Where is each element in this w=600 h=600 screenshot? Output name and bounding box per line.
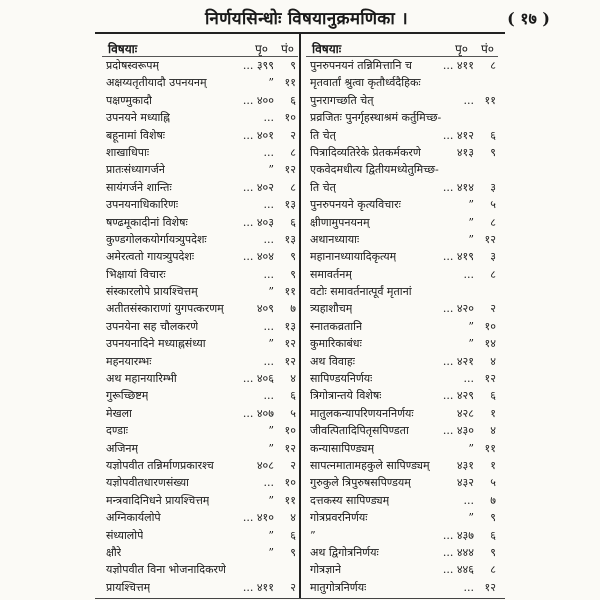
entry-page: ४१३ bbox=[456, 145, 474, 159]
entry-line: ९ bbox=[290, 267, 296, 281]
entry-page: ... bbox=[463, 493, 474, 507]
entry-page: ... bbox=[263, 111, 274, 125]
entry-line: १२ bbox=[284, 441, 296, 455]
entry-page: ... ४०७ bbox=[242, 406, 274, 420]
entry-line: १० bbox=[484, 319, 496, 333]
entry-page: ... bbox=[263, 198, 274, 212]
entry-page: ” bbox=[468, 198, 474, 212]
index-entry bbox=[102, 161, 298, 178]
index-entry bbox=[306, 57, 498, 74]
index-entry bbox=[102, 561, 298, 578]
index-entry bbox=[306, 422, 498, 439]
entry-page: ” bbox=[268, 441, 274, 455]
entry-line: ११ bbox=[284, 493, 296, 507]
entry-subject: पक्षण्मुकादौ bbox=[106, 93, 152, 107]
page-col-label: पृ० bbox=[454, 42, 468, 56]
entry-line: ९ bbox=[290, 250, 296, 264]
entry-page: ... ४२९ bbox=[442, 389, 474, 403]
index-entry bbox=[306, 370, 498, 387]
entry-page: ... ४०० bbox=[242, 93, 274, 107]
entry-subject: सापिण्डयनिर्णयः bbox=[310, 372, 373, 386]
index-entry bbox=[306, 92, 498, 109]
entry-page: ४२८ bbox=[456, 406, 474, 420]
line-col-label: पं० bbox=[280, 42, 294, 56]
index-entry bbox=[102, 248, 298, 265]
index-entry bbox=[306, 248, 498, 265]
entry-line: ४ bbox=[490, 354, 496, 368]
index-entry bbox=[102, 179, 298, 196]
entry-subject: महनयारम्भः bbox=[106, 354, 152, 368]
entry-line: १२ bbox=[284, 337, 296, 351]
entry-subject: संध्यालोपे bbox=[106, 528, 144, 542]
entry-page: ... bbox=[263, 389, 274, 403]
index-entry bbox=[102, 527, 298, 544]
entry-page: ... ४०३ bbox=[242, 215, 274, 229]
entry-line: ५ bbox=[290, 406, 296, 420]
entry-subject: उपनयनाधिकारिणः bbox=[106, 198, 179, 212]
entry-line: १३ bbox=[284, 232, 296, 246]
entry-subject: जीवत्पितादिपितृसपिण्डता bbox=[310, 424, 409, 438]
entry-subject: दत्तकस्य सापिण्ड्यम् bbox=[310, 493, 390, 507]
entry-line: ८ bbox=[290, 180, 296, 194]
index-entry bbox=[306, 231, 498, 248]
entry-subject: अतीतसंस्काराणां युगपत्करणम् bbox=[106, 302, 224, 316]
index-entry bbox=[102, 579, 298, 596]
index-entry bbox=[102, 318, 298, 335]
entry-line: २ bbox=[490, 302, 496, 316]
entry-subject: उपनयने मध्याह्नि bbox=[106, 111, 170, 125]
index-entry bbox=[102, 492, 298, 509]
entry-page: ... ४१२ bbox=[442, 128, 474, 142]
entry-line: ५ bbox=[490, 198, 496, 212]
entry-page: ... ४४६ bbox=[442, 563, 474, 577]
entry-page: ... ४२१ bbox=[442, 354, 474, 368]
entry-line: ६ bbox=[490, 389, 496, 403]
index-entry bbox=[306, 387, 498, 404]
left-column bbox=[102, 38, 298, 596]
index-entry bbox=[306, 335, 498, 352]
entry-subject: शाखाधिपाः bbox=[106, 145, 150, 159]
entry-subject: गोत्रज्ञाने bbox=[310, 563, 342, 577]
index-entry bbox=[102, 509, 298, 526]
entry-line: ६ bbox=[290, 389, 296, 403]
entry-page: ... ४३० bbox=[442, 424, 474, 438]
index-entry bbox=[306, 283, 498, 300]
index-entry bbox=[306, 544, 498, 561]
entry-page: ” bbox=[468, 215, 474, 229]
page-number: ( १७ ) bbox=[507, 9, 550, 28]
index-entry bbox=[102, 353, 298, 370]
right-entry-list bbox=[306, 57, 498, 596]
entry-subject: कन्यासापिण्ड्यम् bbox=[310, 441, 375, 455]
index-entry bbox=[102, 440, 298, 457]
index-entry bbox=[102, 74, 298, 91]
index-entry bbox=[102, 422, 298, 439]
index-entry bbox=[102, 544, 298, 561]
entry-subject: गोत्रप्रवरनिर्णयः bbox=[310, 511, 368, 525]
entry-line: ६ bbox=[490, 528, 496, 542]
entry-subject: मेखला bbox=[106, 406, 132, 420]
index-entry bbox=[306, 579, 498, 596]
entry-subject: महानानध्यायादिकृत्यम् bbox=[310, 250, 397, 264]
index-entry bbox=[102, 214, 298, 231]
entry-page: ... ४०२ bbox=[242, 180, 274, 194]
index-entry bbox=[306, 318, 498, 335]
entry-subject: क्षौरे bbox=[106, 545, 122, 559]
entry-subject: अजिनम् bbox=[106, 441, 139, 455]
entry-line: ३ bbox=[490, 250, 496, 264]
entry-subject: कुण्डगोलकयोर्गायत्र्युपदेशः bbox=[106, 232, 207, 246]
entry-subject: स्नातकव्रतानि bbox=[310, 319, 363, 333]
entry-subject: त्रिगोत्रान्तये विशेषः bbox=[310, 389, 382, 403]
entry-subject: दण्डाः bbox=[106, 424, 129, 438]
entry-line: १० bbox=[284, 424, 296, 438]
entry-subject: मृतवार्तां श्रुत्वा कृतौर्ध्वदैहिकः bbox=[310, 76, 421, 90]
entry-subject: षण्ढमूकादीनां विशेषः bbox=[106, 215, 188, 229]
entry-page: ” bbox=[268, 528, 274, 542]
index-entry bbox=[102, 196, 298, 213]
index-entry bbox=[306, 109, 498, 126]
index-entry bbox=[102, 92, 298, 109]
entry-subject: उपनयनादिने मध्याह्नसंध्या bbox=[106, 337, 206, 351]
entry-subject: पित्रादिव्यतिरेके प्रेतकर्मकरणे bbox=[310, 145, 421, 159]
entry-line: ४ bbox=[490, 424, 496, 438]
index-entry bbox=[306, 527, 498, 544]
entry-subject: अग्निकार्यलोपे bbox=[106, 511, 161, 525]
entry-page: ४३२ bbox=[456, 476, 474, 490]
entry-line: १ bbox=[490, 406, 496, 420]
entry-page: ” bbox=[468, 441, 474, 455]
entry-line: १ bbox=[490, 458, 496, 472]
entry-page: ” bbox=[268, 76, 274, 90]
index-entry bbox=[306, 179, 498, 196]
index-entry bbox=[102, 127, 298, 144]
entry-subject: प्रव्रजितः पुनर्गृहस्थाश्रमं कर्तुमिच्छ- bbox=[310, 111, 442, 125]
subject-label: विषयाः bbox=[108, 42, 138, 56]
index-entry bbox=[306, 353, 498, 370]
entry-page: ... ४०६ bbox=[242, 372, 274, 386]
entry-subject: यज्ञोपवीत विना भोजनादिकरणे bbox=[106, 563, 226, 577]
index-entry bbox=[102, 370, 298, 387]
index-entry bbox=[102, 109, 298, 126]
entry-page: ... bbox=[263, 354, 274, 368]
entry-page: ... ४१४ bbox=[442, 180, 474, 194]
entry-subject: अथ विवाहः bbox=[310, 354, 355, 368]
index-entry bbox=[306, 457, 498, 474]
entry-line: १२ bbox=[484, 580, 496, 594]
entry-page: ” bbox=[468, 232, 474, 246]
entry-subject: उपनयेना सह चौलकरणे bbox=[106, 319, 199, 333]
entry-line: १० bbox=[284, 476, 296, 490]
entry-page: ४३१ bbox=[456, 458, 474, 472]
entry-page: ... ४४४ bbox=[442, 545, 474, 559]
column-divider bbox=[299, 33, 301, 599]
index-entry bbox=[102, 144, 298, 161]
entry-line: ६ bbox=[490, 128, 496, 142]
index-entry bbox=[102, 474, 298, 491]
entry-line: ९ bbox=[490, 545, 496, 559]
entry-line: ४ bbox=[290, 372, 296, 386]
index-entry bbox=[306, 161, 498, 178]
entry-subject: अथानध्यायाः bbox=[310, 232, 360, 246]
entry-line: ८ bbox=[290, 145, 296, 159]
entry-line: ११ bbox=[284, 76, 296, 90]
entry-line: १२ bbox=[284, 163, 296, 177]
entry-line: ६ bbox=[290, 93, 296, 107]
entry-line: २ bbox=[290, 580, 296, 594]
entry-line: ८ bbox=[490, 563, 496, 577]
entry-page: ... ४०४ bbox=[242, 250, 274, 264]
entry-subject: वटोः समावर्तनात्पूर्वं मृतानां bbox=[310, 285, 412, 299]
right-column-header bbox=[306, 38, 498, 57]
entry-page: ... bbox=[263, 319, 274, 333]
page-title: निर्णयसिन्धोः विषयानुक्रमणिका । bbox=[205, 9, 409, 29]
entry-page: ... bbox=[263, 267, 274, 281]
entry-line: ११ bbox=[484, 441, 496, 455]
entry-page: ... bbox=[463, 93, 474, 107]
index-entry bbox=[102, 283, 298, 300]
entry-subject: अमेरत्वतो गायत्र्युपदेशः bbox=[106, 250, 195, 264]
entry-page: ” bbox=[468, 319, 474, 333]
line-col-label: पं० bbox=[480, 42, 494, 56]
entry-subject: गुरूच्छिष्टम् bbox=[106, 389, 149, 403]
entry-line: १२ bbox=[284, 354, 296, 368]
entry-page: ” bbox=[268, 424, 274, 438]
entry-line: ७ bbox=[290, 302, 296, 316]
entry-subject: मन्त्रवादिनिधने प्रायश्चित्तम् bbox=[106, 493, 210, 507]
entry-page: ” bbox=[268, 163, 274, 177]
entry-line: ११ bbox=[484, 93, 496, 107]
entry-line: ९ bbox=[290, 59, 296, 72]
left-entry-list bbox=[102, 57, 298, 596]
entry-page: ४०८ bbox=[256, 458, 274, 472]
index-entry bbox=[102, 335, 298, 352]
entry-subject: सापत्नमातामहकुले सापिण्ड्यम् bbox=[310, 458, 430, 472]
entry-page: ” bbox=[268, 493, 274, 507]
index-entry bbox=[102, 231, 298, 248]
entry-subject: ति चेत् bbox=[310, 180, 336, 194]
index-entry bbox=[102, 387, 298, 404]
index-entry bbox=[306, 474, 498, 491]
entry-subject: पुनरुपनयनं तन्निमित्तानि च bbox=[310, 59, 412, 72]
entry-line: ९ bbox=[490, 511, 496, 525]
entry-line: ८ bbox=[490, 267, 496, 281]
index-entry bbox=[306, 509, 498, 526]
entry-line: ४ bbox=[290, 511, 296, 525]
entry-subject: ” bbox=[310, 528, 316, 542]
entry-page: ... bbox=[463, 372, 474, 386]
entry-subject: पुनरागच्छति चेत् bbox=[310, 93, 374, 107]
entry-page: ... ४११ bbox=[442, 59, 474, 72]
entry-line: ८ bbox=[490, 59, 496, 72]
index-entry bbox=[306, 214, 498, 231]
entry-subject: मातुलकन्यापरिणयननिर्णयः bbox=[310, 406, 414, 420]
index-entry bbox=[102, 457, 298, 474]
entry-subject: बहूनामां विशेषः bbox=[106, 128, 166, 142]
entry-line: १३ bbox=[284, 198, 296, 212]
entry-page: ” bbox=[268, 285, 274, 299]
right-column bbox=[306, 38, 498, 596]
entry-subject: यज्ञोपवीत तन्निर्माणप्रकारश्च bbox=[106, 458, 214, 472]
entry-line: ८ bbox=[490, 215, 496, 229]
entry-subject: प्रातःसंध्यागर्जने bbox=[106, 163, 165, 177]
subject-label: विषयाः bbox=[312, 42, 342, 56]
entry-line: ११ bbox=[284, 285, 296, 299]
entry-line: ७ bbox=[490, 493, 496, 507]
page-col-label: पृ० bbox=[254, 42, 268, 56]
entry-page: ... bbox=[263, 476, 274, 490]
page-header bbox=[0, 4, 600, 30]
entry-page: ... bbox=[263, 232, 274, 246]
entry-subject: ति चेत् bbox=[310, 128, 336, 142]
index-entry bbox=[306, 440, 498, 457]
entry-subject: पुनरुपनयने कृत्यविचारः bbox=[310, 198, 401, 212]
entry-page: ... bbox=[463, 580, 474, 594]
entry-subject: प्रायश्चित्तम् bbox=[106, 580, 151, 594]
entry-page: ... ४१९ bbox=[442, 250, 474, 264]
index-entry bbox=[102, 300, 298, 317]
entry-line: २ bbox=[290, 458, 296, 472]
entry-line: १० bbox=[284, 111, 296, 125]
entry-subject: संस्कारलोपे प्रायश्चित्तम् bbox=[106, 285, 198, 299]
entry-line: १२ bbox=[484, 232, 496, 246]
entry-subject: अक्षय्यतृतीयादौ उपनयनम् bbox=[106, 76, 207, 90]
index-entry bbox=[306, 196, 498, 213]
entry-subject: कुमारिकाबंधः bbox=[310, 337, 362, 351]
index-entry bbox=[306, 74, 498, 91]
entry-page: ... ४१० bbox=[242, 511, 274, 525]
entry-line: १३ bbox=[284, 319, 296, 333]
entry-subject: यज्ञोपवीतधारणसंख्या bbox=[106, 476, 189, 490]
entry-line: ३ bbox=[490, 180, 496, 194]
entry-subject: मातुगोत्रनिर्णयः bbox=[310, 580, 367, 594]
entry-page: ... ४२० bbox=[442, 302, 474, 316]
entry-subject: भिक्षायां विचारः bbox=[106, 267, 166, 281]
index-entry bbox=[306, 300, 498, 317]
entry-line: ५ bbox=[490, 476, 496, 490]
entry-line: ९ bbox=[490, 145, 496, 159]
index-entry bbox=[306, 492, 498, 509]
index-entry bbox=[102, 57, 298, 74]
entry-page: ... bbox=[263, 145, 274, 159]
entry-page: ... ३९९ bbox=[242, 59, 274, 72]
index-entry bbox=[306, 127, 498, 144]
entry-line: २ bbox=[290, 128, 296, 142]
index-entry bbox=[102, 405, 298, 422]
entry-line: १२ bbox=[484, 372, 496, 386]
entry-subject: प्रदोषस्वरूपम् bbox=[106, 59, 160, 72]
entry-subject: गुरुकुले त्रिपुरुषसपिण्डयम् bbox=[310, 476, 411, 490]
left-column-header bbox=[102, 38, 298, 57]
entry-page: ... ४११ bbox=[242, 580, 274, 594]
entry-subject: एकवेदमधीत्य द्वितीयमध्येतुमिच्छ- bbox=[310, 163, 439, 177]
entry-line: ६ bbox=[290, 215, 296, 229]
entry-page: ” bbox=[268, 337, 274, 351]
entry-page: ... ४०१ bbox=[242, 128, 274, 142]
index-entry bbox=[306, 405, 498, 422]
entry-subject: अथ द्विगोत्रनिर्णयः bbox=[310, 545, 379, 559]
entry-subject: क्षीणामुपनयनम् bbox=[310, 215, 370, 229]
index-entry bbox=[306, 561, 498, 578]
entry-page: ” bbox=[468, 511, 474, 525]
index-entry bbox=[306, 266, 498, 283]
entry-page: ... ४३७ bbox=[442, 528, 474, 542]
entry-subject: समावर्तनम् bbox=[310, 267, 352, 281]
entry-page: ... bbox=[463, 267, 474, 281]
entry-line: १४ bbox=[484, 337, 496, 351]
entry-subject: सायंगर्जने शान्तिः bbox=[106, 180, 172, 194]
entry-page: ” bbox=[468, 337, 474, 351]
entry-subject: अथ महानयारिम्भी bbox=[106, 372, 177, 386]
index-entry bbox=[102, 266, 298, 283]
entry-line: ९ bbox=[290, 545, 296, 559]
footer-rule bbox=[95, 598, 505, 599]
entry-page: ” bbox=[268, 545, 274, 559]
index-entry bbox=[306, 144, 498, 161]
entry-line: ६ bbox=[290, 528, 296, 542]
entry-subject: त्र्यहाशौचम् bbox=[310, 302, 353, 316]
entry-page: ४०९ bbox=[256, 302, 274, 316]
